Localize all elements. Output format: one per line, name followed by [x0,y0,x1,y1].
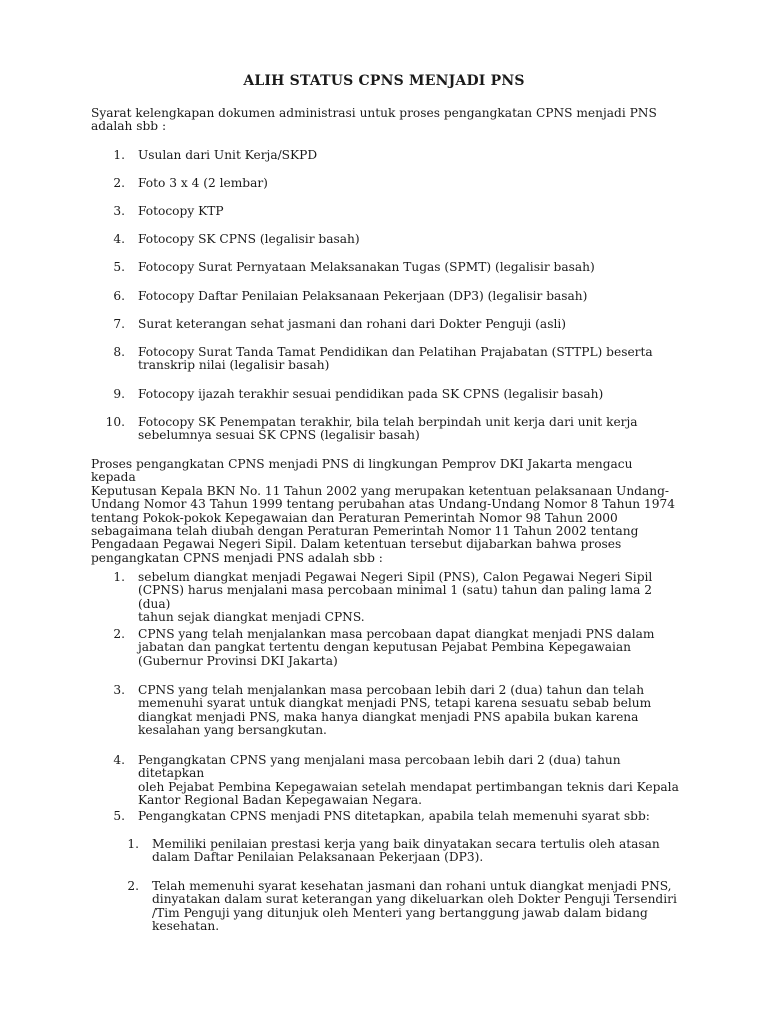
step-number: 1. [113,570,125,584]
step-text [138,754,683,808]
step-line: jabatan dan pangkat tertentu dengan keputusan Pejabat Pembina Kepegawaian [138,640,631,655]
item-line: transkrip nilai (legalisir basah) [138,358,330,373]
step-text [138,684,683,738]
sub-step-line: dalam Daftar Penilaian Pelaksanaan Pekerjaan (DP3). [152,850,484,865]
step-line: Pengangkatan CPNS yang menjalani masa percobaan lebih dari 2 (dua) tahun ditetapkan [138,753,621,781]
item-number: 5. [113,260,125,274]
item-text [138,346,683,373]
intro-line: adalah sbb : [91,119,167,134]
step-number: 3. [113,683,125,697]
paragraph-line: Keputusan Kepala BKN No. 11 Tahun 2002 yang merupakan ketentuan pelaksanaan Undang- [91,483,670,498]
paragraph-line: Proses pengangkatan CPNS menjadi PNS di lingkungan Pemprov DKI Jakarta mengacu kepada [91,457,633,485]
step-line: oleh Pejabat Pembina Kepegawaian setelah mendapat pertimbangan teknis dari Kepala [138,779,679,794]
intro-paragraph [91,107,681,134]
process-paragraph [91,458,681,565]
item-text: Fotocopy KTP [138,204,224,218]
item-text: Fotocopy SK CPNS (legalisir basah) [138,232,360,246]
intro-line: Syarat kelengkapan dokumen administrasi untuk proses pengangkatan CPNS menjadi PNS [91,106,657,120]
step-number: 2. [113,627,125,641]
item-text: Fotocopy Daftar Penilaian Pelaksanaan Pekerjaan (DP3) (legalisir basah) [138,289,588,303]
step-line: kesalahan yang bersangkutan. [138,723,327,738]
item-number: 6. [113,289,125,303]
item-number: 10. [105,415,125,429]
sub-step-text [152,880,682,934]
step-line: memenuhi syarat untuk diangkat menjadi PNS, tetapi karena sesuatu sebab belum [138,696,652,711]
paragraph-line: tentang Pokok-pokok Kepegawaian dan Peraturan Pemerintah Nomor 98 Tahun 2000 [91,510,618,525]
paragraph-line: Undang Nomor 43 Tahun 1999 tentang perubahan atas Undang-Undang Nomor 8 Tahun 1974 [91,497,676,512]
item-text: Fotocopy Surat Pernyataan Melaksanakan Tugas (SPMT) (legalisir basah) [138,260,595,274]
item-text: Fotocopy ijazah terakhir sesuai pendidikan pada SK CPNS (legalisir basah) [138,387,604,401]
item-line: Fotocopy Surat Tanda Tamat Pendidikan dan Pelatihan Prajabatan (STTPL) beserta [138,345,653,359]
item-number: 7. [113,317,125,331]
sub-step-number: 1. [127,837,139,851]
item-number: 3. [113,204,125,218]
item-number: 4. [113,232,125,246]
step-line: sebelum diangkat menjadi Pegawai Negeri Sipil (PNS), Calon Pegawai Negeri Sipil [138,570,653,584]
step-number: 4. [113,753,125,767]
step-line: CPNS yang telah menjalankan masa percobaan lebih dari 2 (dua) tahun dan telah [138,683,645,697]
step-number: 5. [113,809,125,823]
sub-step-line: Telah memenuhi syarat kesehatan jasmani dan rohani untuk diangkat menjadi PNS, [152,879,672,893]
step-line: tahun sejak diangkat menjadi CPNS. [138,610,365,625]
paragraph-line: Pengadaan Pegawai Negeri Sipil. Dalam ketentuan tersebut dijabarkan bahwa proses [91,537,622,552]
paragraph-line: pengangkatan CPNS menjadi PNS adalah sbb : [91,550,383,565]
item-number: 1. [113,148,125,162]
document-title: ALIH STATUS CPNS MENJADI PNS [243,73,525,89]
step-text [138,628,683,668]
item-text: Usulan dari Unit Kerja/SKPD [138,148,318,162]
item-number: 8. [113,345,125,359]
paragraph-line: sebagaimana telah diubah dengan Peraturan Pemerintah Nomor 11 Tahun 2002 tentang [91,524,639,539]
item-text: Foto 3 x 4 (2 lembar) [138,176,268,190]
step-text: Pengangkatan CPNS menjadi PNS ditetapkan, apabila telah memenuhi syarat sbb: [138,809,650,823]
item-text: Surat keterangan sehat jasmani dan rohani dari Dokter Penguji (asli) [138,317,567,331]
step-line: Kantor Regional Badan Kepegawaian Negara. [138,793,423,808]
item-line: Fotocopy SK Penempatan terakhir, bila telah berpindah unit kerja dari unit kerja [138,415,638,429]
sub-step-line: Memiliki penilaian prestasi kerja yang baik dinyatakan secara tertulis oleh atasan [152,837,660,851]
step-line: CPNS yang telah menjalankan masa percobaan dapat diangkat menjadi PNS dalam [138,627,655,641]
item-line: sebelumnya sesuai SK CPNS (legalisir basah) [138,428,420,443]
step-text [138,571,683,625]
item-number: 2. [113,176,125,190]
step-line: (CPNS) harus menjalani masa percobaan minimal 1 (satu) tahun dan paling lama 2 (dua) [138,583,653,611]
sub-step-number: 2. [127,879,139,893]
item-text [138,416,683,443]
item-number: 9. [113,387,125,401]
sub-step-line: dinyatakan dalam surat keterangan yang dikeluarkan oleh Dokter Penguji Tersendiri [152,892,677,907]
sub-step-line: /Tim Penguji yang ditunjuk oleh Menteri yang bertanggung jawab dalam bidang [152,905,648,920]
step-line: (Gubernur Provinsi DKI Jakarta) [138,653,338,668]
step-line: diangkat menjadi PNS, maka hanya diangkat menjadi PNS apabila bukan karena [138,709,639,724]
sub-step-text [152,838,682,865]
sub-step-line: kesehatan. [152,919,220,934]
